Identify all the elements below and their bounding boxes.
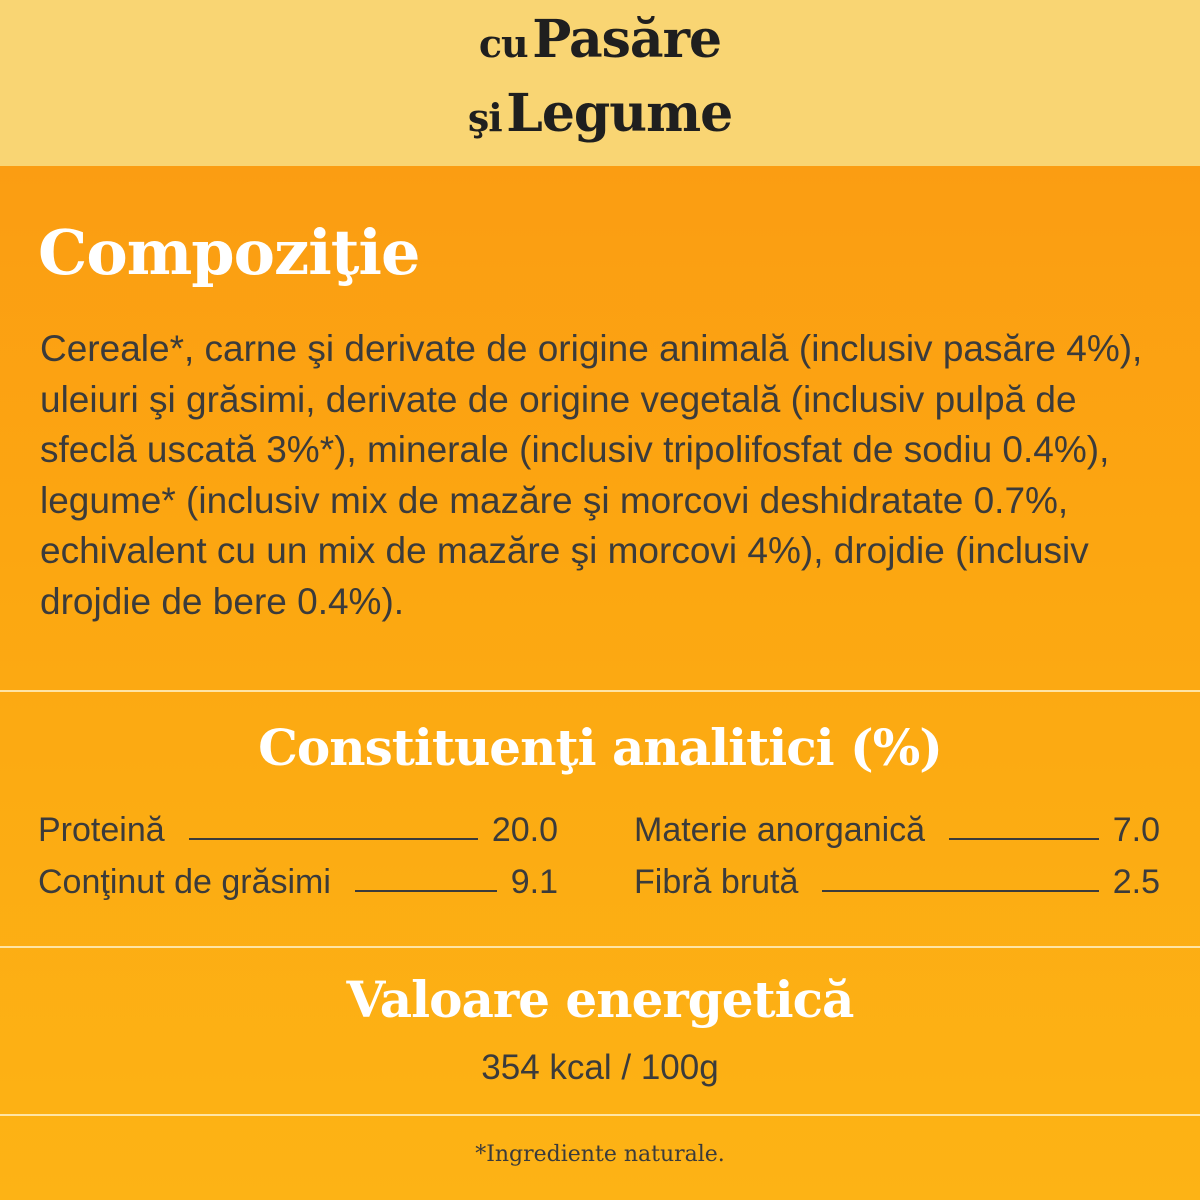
nutrient-row-inorganic-matter [634, 810, 1160, 850]
product-name-line-1 [479, 9, 721, 83]
leader-line [949, 838, 1099, 840]
composition-title: Compoziţie [38, 216, 420, 289]
section-divider [0, 1114, 1200, 1116]
analytical-constituents-title: Constituenţi analitici (%) [258, 718, 942, 777]
energy-value: 354 kcal / 100g [481, 1048, 719, 1087]
nutrient-label: Fibră brută [634, 863, 799, 901]
product-name-conjunction: şi [467, 95, 502, 140]
section-divider [0, 946, 1200, 948]
nutrient-row-crude-fiber [634, 862, 1160, 902]
leader-line [822, 890, 1098, 892]
footnote: *Ingrediente naturale. [475, 1142, 725, 1167]
energy-value-title: Valoare energetică [346, 970, 854, 1029]
product-name-header [0, 0, 1200, 166]
nutrient-label: Conţinut de grăsimi [38, 863, 331, 901]
leader-line [189, 838, 478, 840]
product-name-main: Pasăre [532, 9, 722, 70]
nutrient-value: 2.5 [1112, 863, 1160, 901]
nutrient-value: 20.0 [491, 811, 558, 849]
nutrient-value: 7.0 [1112, 811, 1160, 849]
section-divider [0, 690, 1200, 692]
nutrient-label: Proteină [38, 811, 165, 849]
nutrient-value: 9.1 [510, 863, 558, 901]
nutrition-content [0, 166, 1200, 1200]
product-name-line-2 [468, 83, 732, 157]
composition-text: Cereale*, carne şi derivate de origine animală (inclusiv pasăre 4%), uleiuri şi grăsimi, derivate de origine vegetală (inclusiv pulpă de sfeclă uscată 3%*), minerale (inclusiv tripolifosfat de sodiu 0.4%), legume* (inclusiv mix de mazăre şi morcovi deshidratate 0.7%, echivalent cu un mix de mazăre şi morcovi 4%), drojdie (inclusiv drojdie de bere 0.4%). [40, 328, 1143, 622]
leader-line [355, 890, 497, 892]
product-name-secondary: Legume [506, 83, 733, 144]
nutrient-row-protein [38, 810, 558, 850]
nutrient-label: Materie anorganică [634, 811, 926, 849]
product-name-prefix: cu [478, 21, 528, 66]
nutrient-row-fat [38, 862, 558, 902]
